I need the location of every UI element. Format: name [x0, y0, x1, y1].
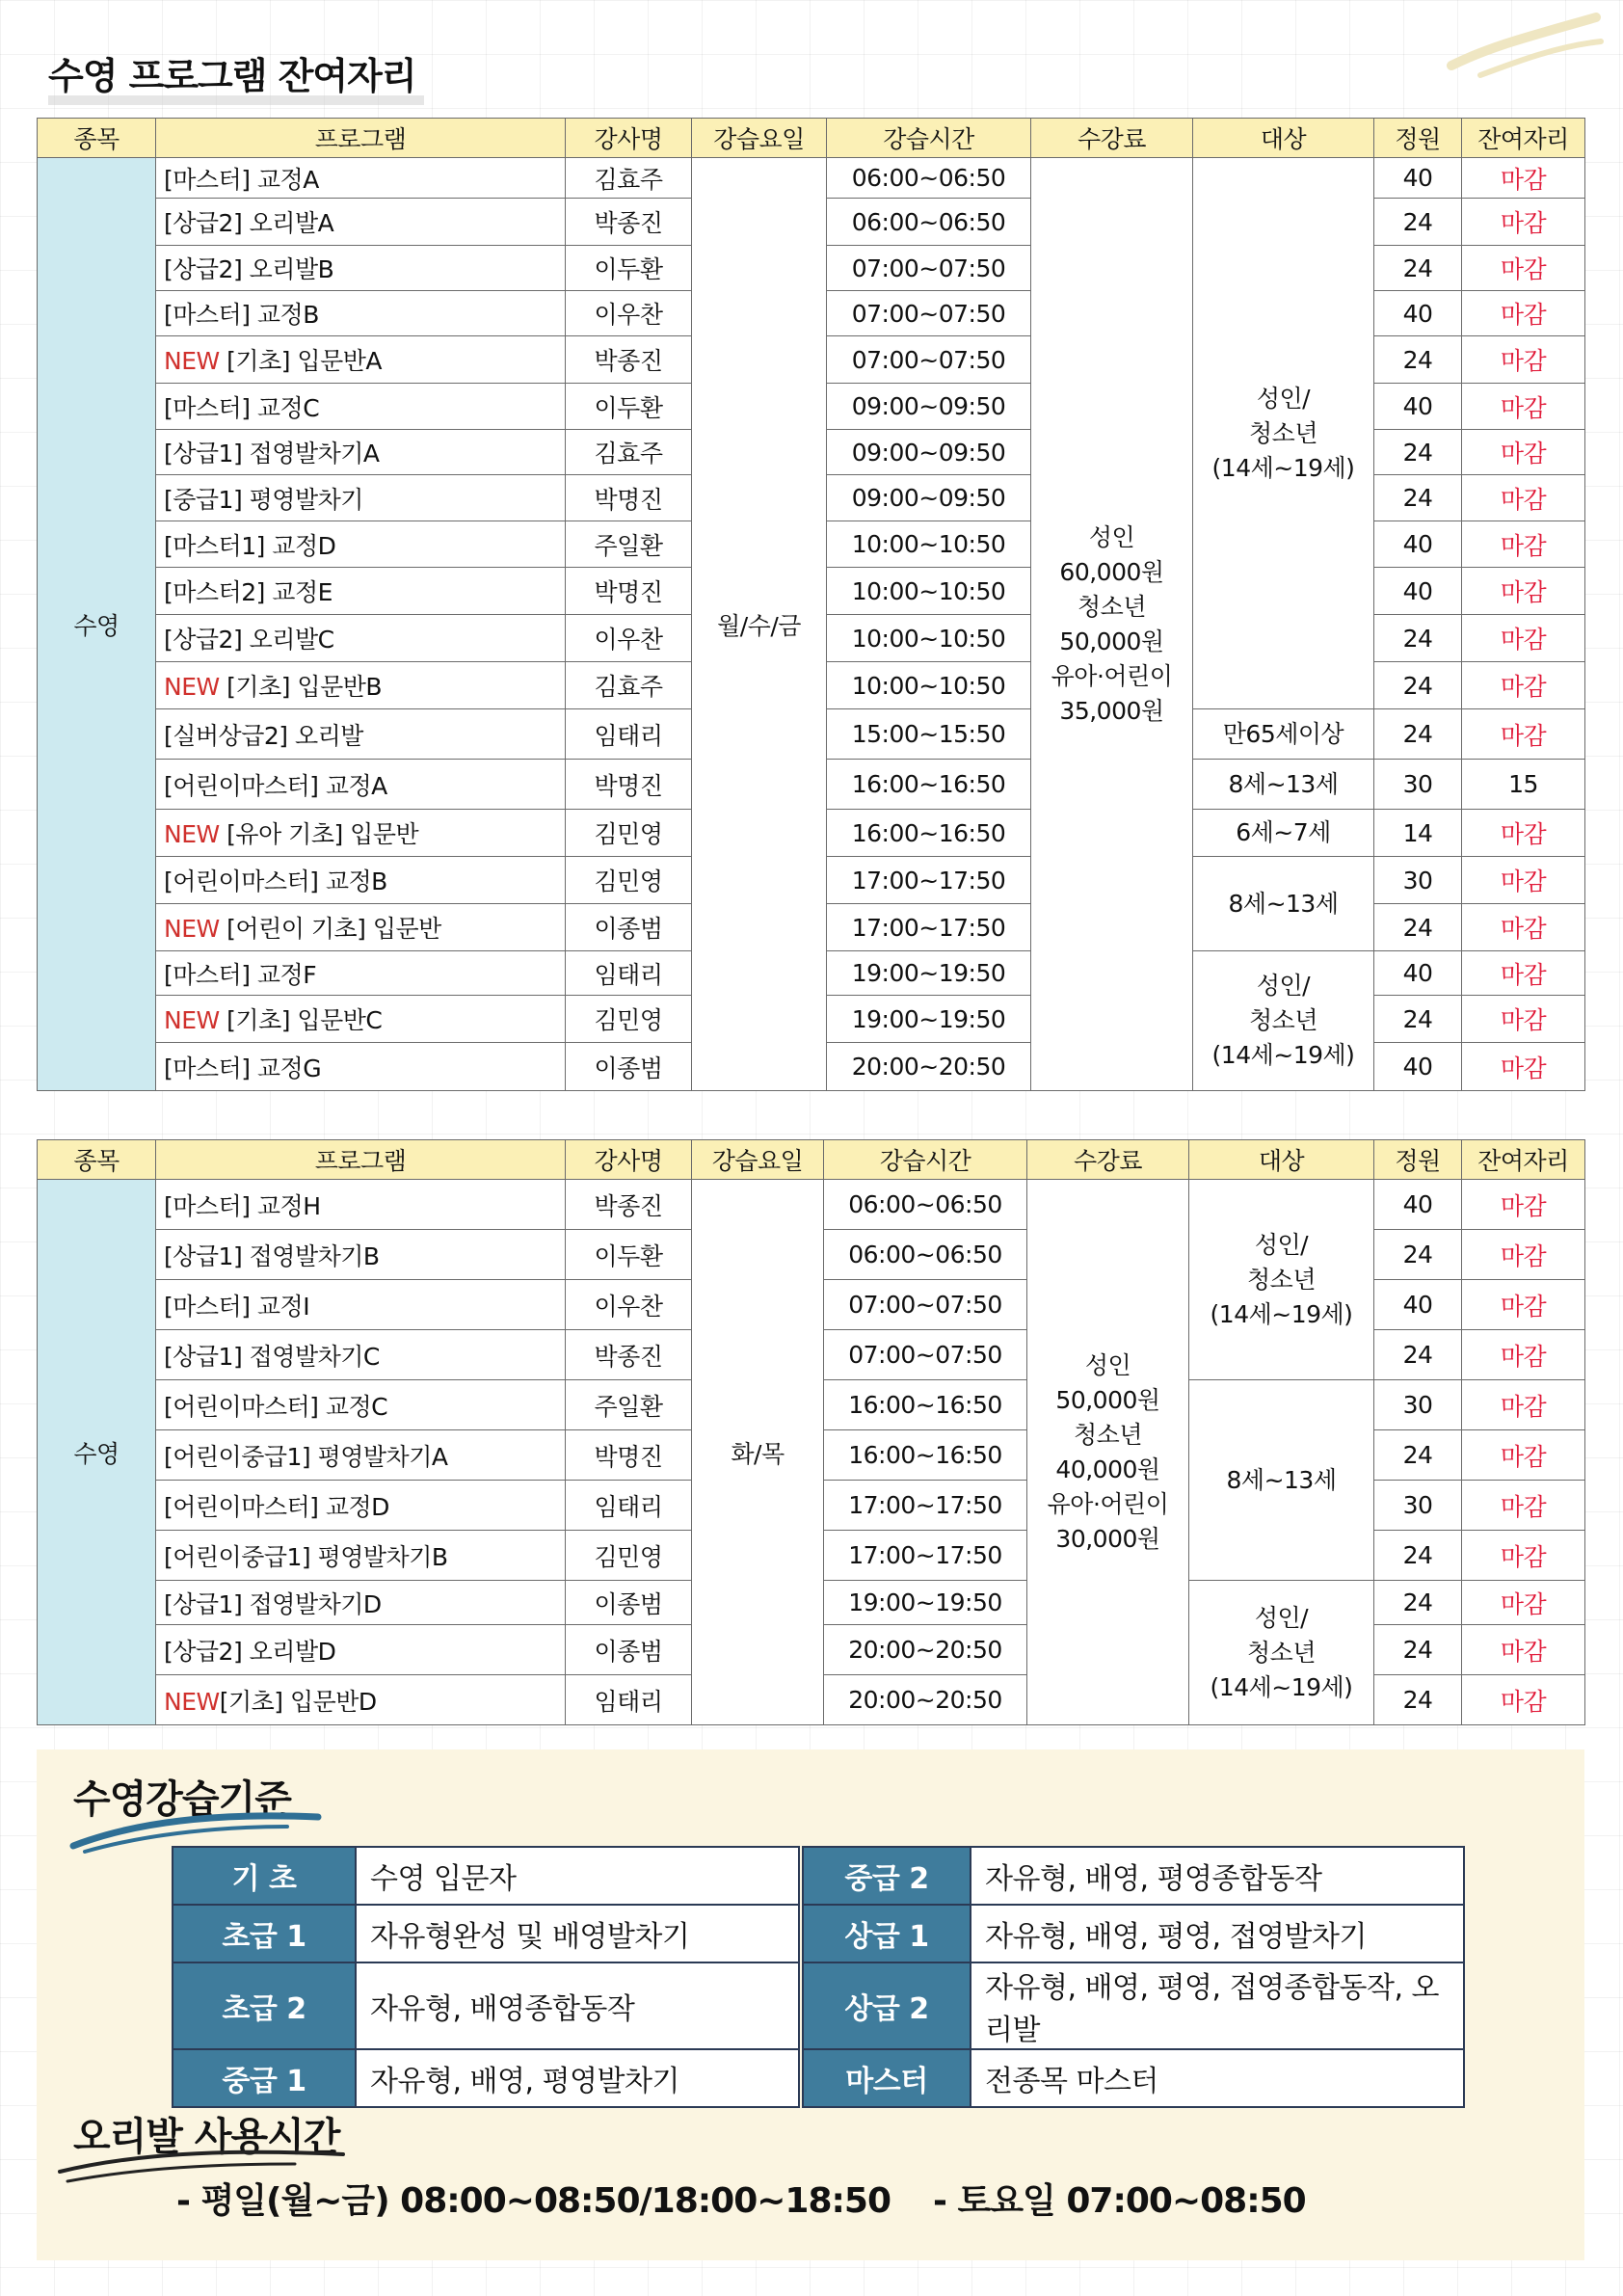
program-name: [상급1] 접영발차기B: [164, 1241, 380, 1270]
fee-cell: [1031, 158, 1193, 1091]
table-row: [38, 158, 1585, 199]
teacher-cell: 김민영: [566, 1531, 692, 1581]
remaining-cell: 15: [1462, 760, 1585, 810]
header-teacher: 강사명: [566, 119, 692, 158]
remaining-cell: 마감: [1462, 430, 1585, 475]
level-name: 상급 2: [803, 1962, 971, 2049]
level-description: 전종목 마스터: [971, 2049, 1464, 2107]
capacity-cell: 24: [1374, 430, 1462, 475]
teacher-cell: 이우찬: [566, 615, 692, 662]
remaining-cell: 마감: [1462, 1180, 1585, 1230]
program-cell: [156, 1330, 566, 1380]
remaining-cell: 마감: [1462, 1230, 1585, 1280]
time-cell: 10:00~10:50: [827, 615, 1031, 662]
capacity-cell: 40: [1374, 1280, 1462, 1330]
program-name: [기초] 입문반D: [219, 1687, 377, 1716]
remaining-cell: 마감: [1462, 475, 1585, 521]
time-cell: 10:00~10:50: [827, 521, 1031, 568]
teacher-cell: 박종진: [566, 1180, 692, 1230]
new-badge: NEW: [164, 915, 220, 943]
cell-line: 8세~13세: [1228, 769, 1339, 798]
capacity-cell: 40: [1374, 1043, 1462, 1091]
program-cell: [156, 951, 566, 996]
program-name: [어린이마스터] 교정A: [164, 771, 387, 800]
capacity-cell: 40: [1374, 951, 1462, 996]
cell-line: 성인/: [1254, 1230, 1309, 1259]
time-cell: 19:00~19:50: [827, 951, 1031, 996]
remaining-cell: 마감: [1462, 1531, 1585, 1581]
time-cell: 10:00~10:50: [827, 568, 1031, 615]
capacity-cell: 30: [1374, 1481, 1462, 1531]
capacity-cell: 40: [1374, 384, 1462, 430]
cell-line: 성인/: [1256, 972, 1311, 1000]
program-cell: [156, 1230, 566, 1280]
capacity-cell: 24: [1374, 996, 1462, 1043]
program-cell: [156, 475, 566, 521]
time-cell: 07:00~07:50: [824, 1330, 1027, 1380]
remaining-cell: 마감: [1462, 996, 1585, 1043]
program-cell: [156, 521, 566, 568]
teacher-cell: 박종진: [566, 1330, 692, 1380]
capacity-cell: 24: [1374, 1430, 1462, 1481]
header-program: 프로그램: [156, 1140, 566, 1180]
program-cell: [156, 1380, 566, 1430]
level-row: [173, 1847, 1464, 1905]
category-cell: 수영: [38, 158, 156, 1091]
cell-line: 청소년: [1249, 1006, 1317, 1034]
teacher-cell: 이우찬: [566, 291, 692, 336]
time-cell: 20:00~20:50: [824, 1675, 1027, 1725]
teacher-cell: 박명진: [566, 760, 692, 810]
cell-line: 성인/: [1254, 1603, 1309, 1632]
remaining-cell: 마감: [1462, 199, 1585, 246]
header-fee: 수강료: [1031, 119, 1193, 158]
program-name: [상급2] 오리발B: [164, 255, 334, 283]
time-cell: 10:00~10:50: [827, 662, 1031, 709]
level-name: 상급 1: [803, 1905, 971, 1962]
remaining-cell: 마감: [1462, 904, 1585, 951]
capacity-cell: 24: [1374, 475, 1462, 521]
program-cell: [156, 158, 566, 199]
time-cell: 17:00~17:50: [827, 857, 1031, 904]
level-name: 중급 1: [173, 2049, 356, 2107]
program-name: [어린이 기초] 입문반: [219, 915, 441, 943]
program-name: [기초] 입문반A: [219, 347, 382, 375]
program-cell: [156, 568, 566, 615]
cell-line: 청소년: [1249, 418, 1317, 447]
remaining-cell: 마감: [1462, 1430, 1585, 1481]
time-cell: 20:00~20:50: [827, 1043, 1031, 1091]
time-cell: 16:00~16:50: [827, 760, 1031, 810]
teacher-cell: 박명진: [566, 568, 692, 615]
cell-line: 35,000원: [1059, 696, 1164, 725]
teacher-cell: 임태리: [566, 709, 692, 760]
capacity-cell: 24: [1374, 1531, 1462, 1581]
program-name: [마스터] 교정C: [164, 393, 320, 422]
teacher-cell: 박명진: [566, 1430, 692, 1481]
criteria-panel: [37, 1749, 1584, 2260]
level-row: [173, 1962, 1464, 2049]
cell-line: (14세~19세): [1211, 453, 1355, 482]
program-name: [어린이중급1] 평영발차기B: [164, 1542, 448, 1571]
program-name: [마스터] 교정A: [164, 165, 319, 194]
remaining-cell: 마감: [1462, 1481, 1585, 1531]
capacity-cell: 24: [1374, 336, 1462, 384]
time-cell: 15:00~15:50: [827, 709, 1031, 760]
capacity-cell: 24: [1374, 1230, 1462, 1280]
program-name: [어린이중급1] 평영발차기A: [164, 1442, 448, 1471]
program-cell: [156, 430, 566, 475]
new-badge: NEW: [164, 1006, 220, 1034]
target-cell: [1193, 951, 1374, 1091]
level-criteria-table: [172, 1846, 1465, 2108]
header-days: 강습요일: [692, 1140, 824, 1180]
remaining-cell: 마감: [1462, 1280, 1585, 1330]
program-name: [마스터2] 교정E: [164, 578, 333, 606]
header-program: 프로그램: [156, 119, 566, 158]
program-cell: [156, 1430, 566, 1481]
capacity-cell: 24: [1374, 662, 1462, 709]
capacity-cell: 30: [1374, 857, 1462, 904]
cell-line: 청소년: [1247, 1638, 1316, 1667]
header-category: 종목: [38, 119, 156, 158]
program-cell: [156, 1531, 566, 1581]
program-cell: [156, 1280, 566, 1330]
time-cell: 16:00~16:50: [824, 1380, 1027, 1430]
remaining-cell: 마감: [1462, 568, 1585, 615]
program-cell: [156, 1481, 566, 1531]
teacher-cell: 임태리: [566, 1481, 692, 1531]
capacity-cell: 24: [1374, 246, 1462, 291]
program-name: [기초] 입문반B: [219, 673, 383, 701]
capacity-cell: 24: [1374, 904, 1462, 951]
header-remaining: 잔여자리: [1462, 119, 1585, 158]
program-cell: [156, 1581, 566, 1625]
duck-fin-times: [176, 2174, 1348, 2223]
remaining-cell: 마감: [1462, 291, 1585, 336]
program-name: [마스터] 교정I: [164, 1292, 310, 1321]
teacher-cell: 박종진: [566, 336, 692, 384]
program-cell: [156, 857, 566, 904]
remaining-cell: 마감: [1462, 246, 1585, 291]
teacher-cell: 김효주: [566, 430, 692, 475]
new-badge: NEW: [164, 1687, 220, 1716]
teacher-cell: 임태리: [566, 1675, 692, 1725]
header-fee: 수강료: [1027, 1140, 1189, 1180]
target-cell: [1189, 1180, 1374, 1380]
level-name: 기 초: [173, 1847, 356, 1905]
time-cell: 06:00~06:50: [827, 158, 1031, 199]
level-name: 마스터: [803, 2049, 971, 2107]
time-cell: 20:00~20:50: [824, 1625, 1027, 1675]
capacity-cell: 40: [1374, 568, 1462, 615]
capacity-cell: 30: [1374, 1380, 1462, 1430]
program-name: [상급1] 접영발차기D: [164, 1589, 382, 1618]
program-name: [어린이마스터] 교정B: [164, 868, 387, 895]
new-badge: NEW: [164, 673, 220, 701]
time-cell: 06:00~06:50: [824, 1230, 1027, 1280]
program-cell: [156, 336, 566, 384]
program-name: [상급1] 접영발차기A: [164, 440, 380, 467]
level-description: 자유형완성 및 배영발차기: [356, 1905, 799, 1962]
cell-line: 만65세이상: [1222, 719, 1344, 748]
cell-line: 청소년: [1074, 1420, 1142, 1449]
cell-line: 유아·어린이: [1051, 661, 1173, 690]
program-cell: [156, 615, 566, 662]
program-cell: [156, 1180, 566, 1230]
level-name: 초급 2: [173, 1962, 356, 2049]
cell-line: 50,000원: [1059, 627, 1164, 655]
capacity-cell: 24: [1374, 1581, 1462, 1625]
cell-line: 성인: [1084, 1350, 1131, 1379]
time-cell: 09:00~09:50: [827, 384, 1031, 430]
teacher-cell: 이종범: [566, 904, 692, 951]
program-name: [어린이마스터] 교정D: [164, 1492, 389, 1521]
capacity-cell: 40: [1374, 521, 1462, 568]
level-description: 자유형, 배영, 평영, 접영종합동작, 오리발: [971, 1962, 1464, 2049]
teacher-cell: 이두환: [566, 246, 692, 291]
capacity-cell: 24: [1374, 1675, 1462, 1725]
program-name: [상급1] 접영발차기C: [164, 1342, 380, 1371]
capacity-cell: 14: [1374, 810, 1462, 857]
target-cell: [1189, 1581, 1374, 1725]
program-name: [마스터] 교정F: [164, 960, 317, 989]
remaining-cell: 마감: [1462, 158, 1585, 199]
level-row: [173, 1905, 1464, 1962]
program-name: [마스터] 교정H: [164, 1191, 321, 1220]
remaining-cell: 마감: [1462, 1625, 1585, 1675]
program-name: [어린이마스터] 교정C: [164, 1392, 388, 1421]
header-capacity: 정원: [1374, 119, 1462, 158]
program-name: [마스터1] 교정D: [164, 531, 336, 560]
header-time: 강습시간: [827, 119, 1031, 158]
capacity-cell: 24: [1374, 1330, 1462, 1380]
duck-fin-title: 오리발 사용시간: [73, 2115, 340, 2159]
teacher-cell: 주일환: [566, 521, 692, 568]
program-name: [기초] 입문반C: [219, 1006, 383, 1034]
schedule-table-mwf: [37, 118, 1585, 1091]
time-cell: 16:00~16:50: [827, 810, 1031, 857]
program-name: [마스터] 교정G: [164, 1054, 322, 1082]
target-cell: [1193, 709, 1374, 760]
program-name: [유아 기초] 입문반: [219, 820, 419, 848]
teacher-cell: 이두환: [566, 384, 692, 430]
header-target: 대상: [1189, 1140, 1374, 1180]
teacher-cell: 이종범: [566, 1581, 692, 1625]
new-badge: NEW: [164, 347, 220, 375]
teacher-cell: 박종진: [566, 199, 692, 246]
days-cell: 월/수/금: [692, 158, 827, 1091]
target-cell: [1193, 158, 1374, 709]
table-header-row: [38, 1140, 1585, 1180]
level-name: 초급 1: [173, 1905, 356, 1962]
cell-line: 40,000원: [1055, 1455, 1160, 1483]
time-cell: 06:00~06:50: [827, 199, 1031, 246]
table-row: [38, 1180, 1585, 1230]
time-cell: 19:00~19:50: [827, 996, 1031, 1043]
level-description: 자유형, 배영, 평영발차기: [356, 2049, 799, 2107]
teacher-cell: 임태리: [566, 951, 692, 996]
teacher-cell: 이두환: [566, 1230, 692, 1280]
program-cell: [156, 662, 566, 709]
program-cell: [156, 904, 566, 951]
target-cell: [1193, 760, 1374, 810]
time-cell: 17:00~17:50: [827, 904, 1031, 951]
schedule-table-tt: [37, 1139, 1585, 1725]
cell-line: 성인/: [1256, 384, 1311, 413]
remaining-cell: 마감: [1462, 1581, 1585, 1625]
header-target: 대상: [1193, 119, 1374, 158]
header-remaining: 잔여자리: [1462, 1140, 1585, 1180]
remaining-cell: 마감: [1462, 1043, 1585, 1091]
program-cell: [156, 810, 566, 857]
cell-line: 성인: [1088, 522, 1135, 551]
brush-stroke-decoration: [1442, 8, 1606, 85]
time-cell: 19:00~19:50: [824, 1581, 1027, 1625]
level-description: 자유형, 배영, 평영, 접영발차기: [971, 1905, 1464, 1962]
header-category: 종목: [38, 1140, 156, 1180]
time-cell: 17:00~17:50: [824, 1481, 1027, 1531]
time-cell: 09:00~09:50: [827, 475, 1031, 521]
remaining-cell: 마감: [1462, 857, 1585, 904]
time-cell: 07:00~07:50: [827, 291, 1031, 336]
cell-line: 8세~13세: [1228, 889, 1339, 918]
remaining-cell: 마감: [1462, 384, 1585, 430]
program-cell: [156, 246, 566, 291]
header-time: 강습시간: [824, 1140, 1027, 1180]
cell-line: (14세~19세): [1211, 1041, 1355, 1069]
header-capacity: 정원: [1374, 1140, 1462, 1180]
duck-saturday: - 토요일 07:00~08:50: [933, 2181, 1306, 2221]
capacity-cell: 40: [1374, 1180, 1462, 1230]
program-cell: [156, 709, 566, 760]
program-cell: [156, 1625, 566, 1675]
capacity-cell: 24: [1374, 615, 1462, 662]
teacher-cell: 김민영: [566, 810, 692, 857]
time-cell: 07:00~07:50: [827, 246, 1031, 291]
program-name: [상급2] 오리발D: [164, 1637, 336, 1666]
teacher-cell: 이종범: [566, 1625, 692, 1675]
program-cell: [156, 291, 566, 336]
days-cell: 화/목: [692, 1180, 824, 1725]
program-name: [상급2] 오리발C: [164, 626, 334, 654]
capacity-cell: 24: [1374, 1625, 1462, 1675]
capacity-cell: 30: [1374, 760, 1462, 810]
cell-line: (14세~19세): [1210, 1299, 1353, 1328]
cell-line: 유아·어린이: [1047, 1489, 1169, 1518]
duck-weekday: - 평일(월~금) 08:00~08:50/18:00~18:50: [176, 2181, 891, 2221]
teacher-cell: 이종범: [566, 1043, 692, 1091]
capacity-cell: 40: [1374, 291, 1462, 336]
program-cell: [156, 996, 566, 1043]
program-name: [상급2] 오리발A: [164, 209, 334, 237]
fee-cell: [1027, 1180, 1189, 1725]
capacity-cell: 40: [1374, 158, 1462, 199]
level-description: 수영 입문자: [356, 1847, 799, 1905]
remaining-cell: 마감: [1462, 615, 1585, 662]
program-name: [마스터] 교정B: [164, 301, 319, 329]
cell-line: 6세~7세: [1236, 818, 1331, 846]
program-cell: [156, 760, 566, 810]
remaining-cell: 마감: [1462, 1330, 1585, 1380]
teacher-cell: 김민영: [566, 857, 692, 904]
table-header-row: [38, 119, 1585, 158]
cell-line: 60,000원: [1059, 557, 1164, 586]
remaining-cell: 마감: [1462, 709, 1585, 760]
level-description: 자유형, 배영, 평영종합동작: [971, 1847, 1464, 1905]
cell-line: 30,000원: [1055, 1524, 1160, 1553]
header-days: 강습요일: [692, 119, 827, 158]
program-cell: [156, 1043, 566, 1091]
time-cell: 07:00~07:50: [824, 1280, 1027, 1330]
program-cell: [156, 1675, 566, 1725]
program-cell: [156, 384, 566, 430]
teacher-cell: 김효주: [566, 662, 692, 709]
teacher-cell: 김효주: [566, 158, 692, 199]
level-name: 중급 2: [803, 1847, 971, 1905]
remaining-cell: 마감: [1462, 810, 1585, 857]
criteria-title: 수영강습기준: [73, 1777, 291, 1822]
cell-line: (14세~19세): [1210, 1672, 1353, 1701]
target-cell: [1193, 810, 1374, 857]
cell-line: 8세~13세: [1226, 1465, 1337, 1494]
level-description: 자유형, 배영종합동작: [356, 1962, 799, 2049]
teacher-cell: 주일환: [566, 1380, 692, 1430]
remaining-cell: 마감: [1462, 662, 1585, 709]
remaining-cell: 마감: [1462, 1675, 1585, 1725]
time-cell: 16:00~16:50: [824, 1430, 1027, 1481]
program-cell: [156, 199, 566, 246]
teacher-cell: 이우찬: [566, 1280, 692, 1330]
cell-line: 청소년: [1247, 1265, 1316, 1294]
target-cell: [1189, 1380, 1374, 1581]
header-teacher: 강사명: [566, 1140, 692, 1180]
target-cell: [1193, 857, 1374, 951]
time-cell: 06:00~06:50: [824, 1180, 1027, 1230]
category-cell: 수영: [38, 1180, 156, 1725]
time-cell: 17:00~17:50: [824, 1531, 1027, 1581]
capacity-cell: 24: [1374, 199, 1462, 246]
teacher-cell: 박명진: [566, 475, 692, 521]
new-badge: NEW: [164, 820, 220, 848]
cell-line: 50,000원: [1055, 1385, 1160, 1414]
capacity-cell: 24: [1374, 709, 1462, 760]
cell-line: 청소년: [1078, 592, 1146, 621]
remaining-cell: 마감: [1462, 336, 1585, 384]
time-cell: 09:00~09:50: [827, 430, 1031, 475]
remaining-cell: 마감: [1462, 1380, 1585, 1430]
time-cell: 07:00~07:50: [827, 336, 1031, 384]
remaining-cell: 마감: [1462, 951, 1585, 996]
program-name: [중급1] 평영발차기: [164, 485, 363, 514]
remaining-cell: 마감: [1462, 521, 1585, 568]
program-name: [실버상급2] 오리발: [164, 721, 363, 750]
level-row: [173, 2049, 1464, 2107]
page-title: 수영 프로그램 잔여자리: [48, 46, 416, 99]
teacher-cell: 김민영: [566, 996, 692, 1043]
